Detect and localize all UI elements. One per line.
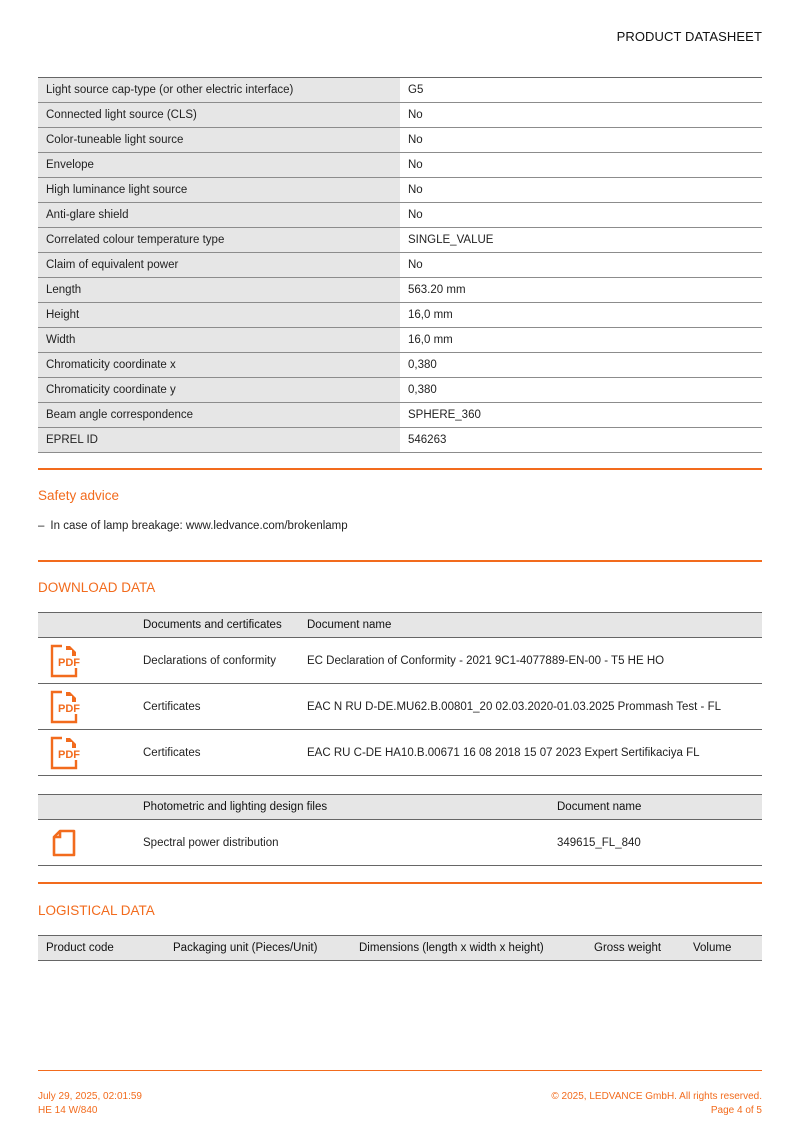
- document-name-link[interactable]: EAC N RU D-DE.MU62.B.00801_20 02.03.2020-01.03.2025 Prommash Test - FL: [307, 684, 762, 730]
- pdf-icon[interactable]: [48, 736, 82, 770]
- logistics-table: [38, 935, 762, 961]
- section-divider: [38, 882, 762, 884]
- spec-key: Claim of equivalent power: [38, 253, 400, 278]
- section-divider: [38, 560, 762, 562]
- spec-row: [38, 78, 762, 103]
- document-name-col-header: Document name: [557, 795, 762, 820]
- spec-key: Chromaticity coordinate y: [38, 378, 400, 403]
- spec-row: [38, 128, 762, 153]
- spec-key: Color-tuneable light source: [38, 128, 400, 153]
- logistical-data-title: LOGISTICAL DATA: [38, 903, 155, 918]
- spec-row: [38, 178, 762, 203]
- footer-product: HE 14 W/840: [38, 1105, 98, 1116]
- spec-row: [38, 278, 762, 303]
- file-icon[interactable]: [48, 826, 82, 860]
- spec-row: [38, 103, 762, 128]
- photometric-table: [38, 794, 762, 866]
- spec-value: No: [400, 103, 762, 128]
- spec-key: Width: [38, 328, 400, 353]
- spec-value: 16,0 mm: [400, 328, 762, 353]
- logistics-col-header: Product code: [38, 936, 173, 961]
- spec-row: [38, 228, 762, 253]
- document-row: [38, 684, 762, 730]
- footer-divider: [38, 1070, 762, 1071]
- photometric-col-header: Photometric and lighting design files: [143, 795, 557, 820]
- spec-key: EPREL ID: [38, 428, 400, 453]
- document-name-col-header: Document name: [307, 613, 762, 638]
- spec-value: SPHERE_360: [400, 403, 762, 428]
- spec-value: G5: [400, 78, 762, 103]
- download-data-title: DOWNLOAD DATA: [38, 580, 156, 595]
- document-name-link[interactable]: 349615_FL_840: [557, 820, 762, 866]
- spec-row: [38, 153, 762, 178]
- document-row: [38, 638, 762, 684]
- document-type: Certificates: [143, 684, 307, 730]
- spec-value: No: [400, 253, 762, 278]
- footer-copyright: © 2025, LEDVANCE GmbH. All rights reserved.: [551, 1091, 762, 1102]
- spec-value: No: [400, 128, 762, 153]
- pdf-icon-label: PDF: [58, 656, 80, 669]
- safety-advice-text: In case of lamp breakage: www.ledvance.com/brokenlamp: [50, 520, 348, 532]
- footer-date: July 29, 2025, 02:01:59: [38, 1091, 142, 1102]
- footer-left: [38, 1090, 142, 1118]
- spec-row: [38, 428, 762, 453]
- spec-key: Light source cap-type (or other electric interface): [38, 78, 400, 103]
- document-row: [38, 730, 762, 776]
- spec-value: SINGLE_VALUE: [400, 228, 762, 253]
- document-name-link[interactable]: EAC RU C-DE HA10.B.00671 16 08 2018 15 07 2023 Expert Sertifikaciya FL: [307, 730, 762, 776]
- spec-key: High luminance light source: [38, 178, 400, 203]
- spec-key: Envelope: [38, 153, 400, 178]
- document-icon-cell: [38, 684, 143, 730]
- spec-key: Connected light source (CLS): [38, 103, 400, 128]
- document-row: [38, 820, 762, 866]
- spec-value: No: [400, 153, 762, 178]
- logistics-col-header: Packaging unit (Pieces/Unit): [173, 936, 359, 961]
- spec-row: [38, 203, 762, 228]
- document-name-link[interactable]: EC Declaration of Conformity - 2021 9C1-4077889-EN-00 - T5 HE HO: [307, 638, 762, 684]
- spec-key: Height: [38, 303, 400, 328]
- documents-table: [38, 612, 762, 776]
- list-dash: –: [38, 520, 45, 532]
- spec-value: 0,380: [400, 353, 762, 378]
- spec-value: No: [400, 178, 762, 203]
- spec-row: [38, 303, 762, 328]
- document-type: Certificates: [143, 730, 307, 776]
- pdf-icon[interactable]: [48, 644, 82, 678]
- safety-advice-title: Safety advice: [38, 488, 120, 503]
- footer-page-number: Page 4 of 5: [710, 1105, 762, 1116]
- logistics-col-header: Volume: [693, 936, 762, 961]
- spec-row: [38, 353, 762, 378]
- document-icon-cell: [38, 638, 143, 684]
- spec-value: 546263: [400, 428, 762, 453]
- spec-value: No: [400, 203, 762, 228]
- spec-value: 0,380: [400, 378, 762, 403]
- document-icon-cell: [38, 820, 143, 866]
- page-title: PRODUCT DATASHEET: [616, 29, 762, 44]
- document-icon-cell: [38, 730, 143, 776]
- spec-value: 563.20 mm: [400, 278, 762, 303]
- pdf-icon-label: PDF: [58, 702, 80, 715]
- spec-key: Beam angle correspondence: [38, 403, 400, 428]
- documents-col-header: Documents and certificates: [143, 613, 307, 638]
- spec-value: 16,0 mm: [400, 303, 762, 328]
- logistics-col-header: Gross weight: [594, 936, 693, 961]
- section-divider: [38, 468, 762, 470]
- safety-advice-item: [38, 520, 348, 532]
- logistics-col-header: Dimensions (length x width x height): [359, 936, 594, 961]
- spec-row: [38, 403, 762, 428]
- spec-key: Chromaticity coordinate x: [38, 353, 400, 378]
- pdf-icon-label: PDF: [58, 748, 80, 761]
- spec-row: [38, 378, 762, 403]
- document-type: Spectral power distribution: [143, 820, 557, 866]
- pdf-icon[interactable]: [48, 690, 82, 724]
- spec-row: [38, 253, 762, 278]
- spec-key: Correlated colour temperature type: [38, 228, 400, 253]
- spec-key: Anti-glare shield: [38, 203, 400, 228]
- footer-right: [551, 1090, 762, 1118]
- spec-row: [38, 328, 762, 353]
- spec-key: Length: [38, 278, 400, 303]
- spec-table: [38, 77, 762, 453]
- document-type: Declarations of conformity: [143, 638, 307, 684]
